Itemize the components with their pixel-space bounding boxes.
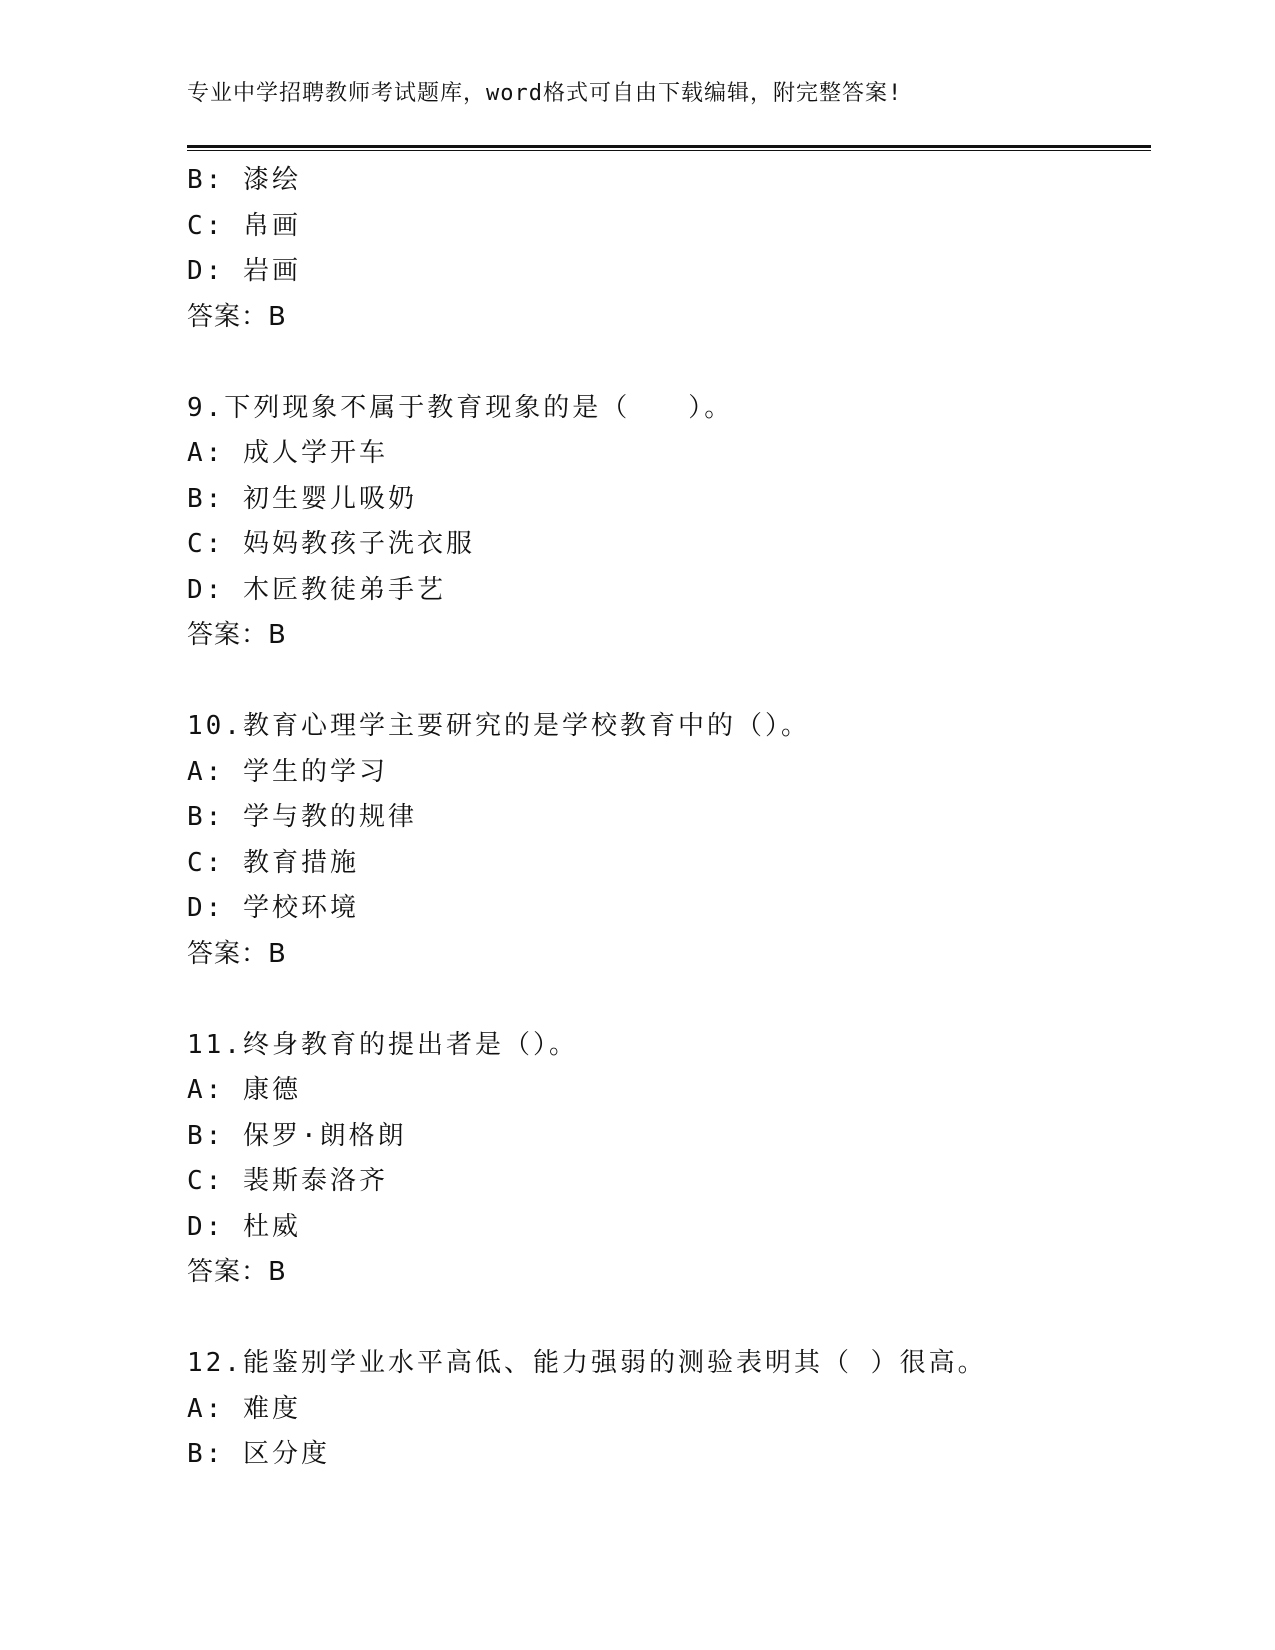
header-rule-thin <box>187 150 1151 151</box>
option-label: D: <box>187 256 225 286</box>
option-text: 漆绘 <box>242 165 301 195</box>
option-text: 教育措施 <box>242 847 359 878</box>
option-label: B: <box>187 483 225 514</box>
option-text: 木匠教徒弟手艺 <box>242 574 446 605</box>
option-label: B: <box>187 165 225 195</box>
option-b <box>187 795 1147 841</box>
option-b <box>187 158 1147 204</box>
option-text: 初生婴儿吸奶 <box>242 483 417 514</box>
option-text: 学生的学习 <box>242 756 388 787</box>
option-label: A: <box>187 756 225 787</box>
option-text: 康德 <box>242 1075 301 1105</box>
option-label: B: <box>187 802 225 832</box>
option-a <box>187 1068 1147 1114</box>
partial-question <box>187 158 1147 340</box>
option-text: 帛画 <box>242 210 301 241</box>
option-text: 裴斯泰洛齐 <box>242 1166 388 1196</box>
option-d <box>187 886 1147 932</box>
header-rule-thick <box>187 145 1151 148</box>
option-label: D: <box>187 1211 225 1242</box>
spacer <box>187 977 1147 1023</box>
option-label: C: <box>187 210 225 241</box>
option-text: 岩画 <box>242 256 301 286</box>
option-text: 区分度 <box>242 1439 330 1469</box>
option-label: B: <box>187 1120 225 1151</box>
question-stem: 11.终身教育的提出者是（）。 <box>187 1029 578 1060</box>
option-text: 学与教的规律 <box>242 802 417 832</box>
option-a <box>187 1387 1147 1433</box>
option-text: 难度 <box>242 1393 301 1424</box>
option-c <box>187 841 1147 887</box>
option-text: 保罗·朗格朗 <box>242 1120 407 1151</box>
option-b <box>187 1114 1147 1160</box>
option-label: C: <box>187 847 225 878</box>
option-c <box>187 522 1147 568</box>
option-label: D: <box>187 893 225 923</box>
option-b <box>187 1432 1147 1478</box>
answer-line: 答案：B <box>187 1257 287 1287</box>
option-label: A: <box>187 438 225 468</box>
option-d <box>187 568 1147 614</box>
option-text: 学校环境 <box>242 893 359 923</box>
option-d <box>187 1205 1147 1251</box>
option-d <box>187 249 1147 295</box>
option-a <box>187 431 1147 477</box>
question-10 <box>187 704 1147 977</box>
option-label: C: <box>187 529 225 559</box>
document-content <box>187 158 1147 1478</box>
option-text: 成人学开车 <box>242 438 388 468</box>
option-label: B: <box>187 1439 225 1469</box>
option-c <box>187 1159 1147 1205</box>
option-label: A: <box>187 1393 225 1424</box>
spacer <box>187 1296 1147 1342</box>
answer-line: 答案：B <box>187 938 287 969</box>
spacer <box>187 340 1147 386</box>
option-a <box>187 750 1147 796</box>
question-12 <box>187 1341 1147 1478</box>
answer-line: 答案：B <box>187 620 287 650</box>
option-label: A: <box>187 1075 225 1105</box>
option-b <box>187 477 1147 523</box>
question-11 <box>187 1023 1147 1296</box>
option-label: D: <box>187 574 225 605</box>
spacer <box>187 659 1147 705</box>
option-text: 杜威 <box>242 1211 301 1242</box>
page-header: 专业中学招聘教师考试题库，word格式可自由下载编辑，附完整答案! <box>187 81 903 106</box>
question-stem: 12.能鉴别学业水平高低、能力强弱的测验表明其（ ）很高。 <box>187 1348 987 1378</box>
question-stem: 9.下列现象不属于教育现象的是（ ）。 <box>187 392 734 423</box>
option-c <box>187 204 1147 250</box>
question-stem: 10.教育心理学主要研究的是学校教育中的（）。 <box>187 711 810 741</box>
option-text: 妈妈教孩子洗衣服 <box>242 529 475 559</box>
question-9 <box>187 386 1147 659</box>
option-label: C: <box>187 1166 225 1196</box>
answer-line: 答案：B <box>187 301 287 332</box>
